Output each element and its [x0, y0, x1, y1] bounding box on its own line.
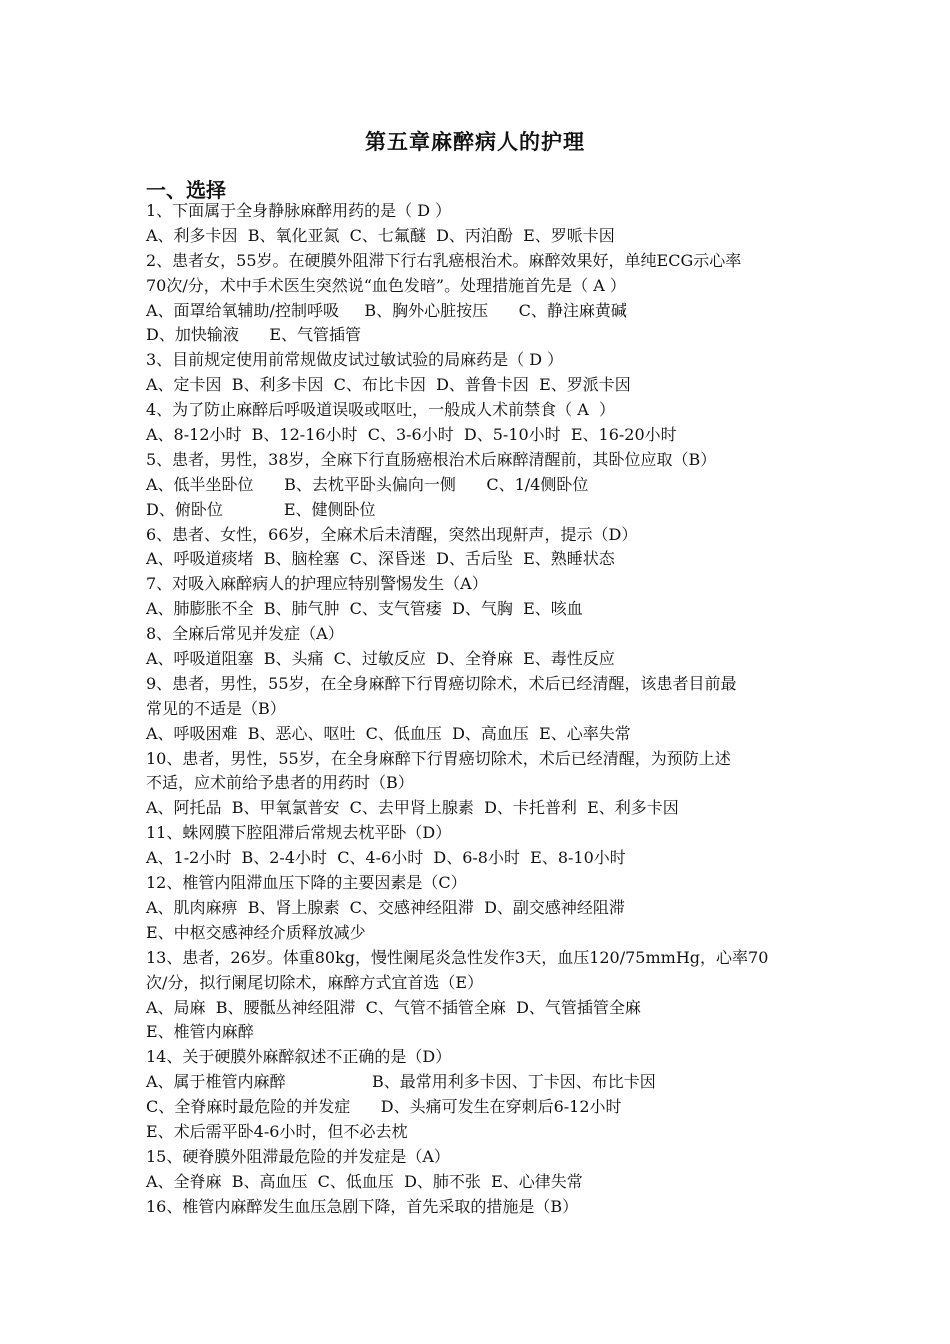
- text-line: A、呼吸困难 B、恶心、呕吐 C、低血压 D、高血压 E、心率失常: [146, 723, 631, 743]
- text-line: 5、患者，男性，38岁，全麻下行直肠癌根治术后麻醉清醒前，其卧位应取（B）: [146, 449, 717, 469]
- text-line: 3、目前规定使用前常规做皮试过敏试验的局麻药是（ D ）: [146, 350, 564, 370]
- text-line: 16、椎管内麻醉发生血压急剧下降，首先采取的措施是（B）: [146, 1196, 579, 1216]
- text-line: E、中枢交感神经介质释放减少: [146, 922, 366, 942]
- text-line: A、1-2小时 B、2-4小时 C、4-6小时 D、6-8小时 E、8-10小时: [146, 848, 626, 868]
- text-line: A、属于椎管内麻醉 B、最常用利多卡因、丁卡因、布比卡因: [146, 1072, 656, 1092]
- text-line: 8、全麻后常见并发症（A）: [146, 624, 344, 644]
- text-line: A、低半坐卧位 B、去枕平卧头偏向一侧 C、1/4侧卧位: [146, 474, 589, 494]
- section-heading: 一、选择: [146, 178, 226, 202]
- text-line: A、面罩给氧辅助/控制呼吸 B、胸外心脏按压 C、静注麻黄碱: [146, 300, 627, 320]
- text-line: A、呼吸道痰堵 B、脑栓塞 C、深昏迷 D、舌后坠 E、熟睡状态: [146, 549, 615, 569]
- text-line: D、加快输液 E、气管插管: [146, 325, 362, 345]
- text-line: C、全脊麻时最危险的并发症 D、头痛可发生在穿刺后6-12小时: [146, 1097, 622, 1117]
- text-line: 70次/分，术中手术医生突然说“血色发暗”。处理措施首先是（ A ）: [146, 275, 626, 295]
- text-line: 13、患者，26岁。体重80kg，慢性阑尾炎急性发作3天，血压120/75mmHg，心率70: [146, 947, 769, 967]
- text-line: A、定卡因 B、利多卡因 C、布比卡因 D、普鲁卡因 E、罗派卡因: [146, 375, 631, 395]
- text-line: 7、对吸入麻醉病人的护理应特别警惕发生（A）: [146, 574, 488, 594]
- text-line: 11、蛛网膜下腔阻滞后常规去枕平卧（D）: [146, 823, 452, 843]
- text-line: 15、硬脊膜外阻滞最危险的并发症是（A）: [146, 1146, 450, 1166]
- text-line: 不适，应术前给予患者的用药时（B）: [146, 773, 414, 793]
- text-line: A、阿托品 B、甲氧氯普安 C、去甲肾上腺素 D、卡托普利 E、利多卡因: [146, 798, 679, 818]
- text-line: 常见的不适是（B）: [146, 698, 286, 718]
- text-line: D、俯卧位 E、健侧卧位: [146, 499, 376, 519]
- text-line: A、肌肉麻痹 B、肾上腺素 C、交感神经阻滞 D、副交感神经阻滞: [146, 897, 625, 917]
- text-line: E、术后需平卧4-6小时，但不必去枕: [146, 1121, 408, 1141]
- text-line: 6、患者、女性，66岁，全麻术后未清醒，突然出现鼾声，提示（D）: [146, 524, 638, 544]
- text-line: A、肺膨胀不全 B、肺气肿 C、支气管痿 D、气胸 E、咳血: [146, 599, 583, 619]
- text-line: A、呼吸道阻塞 B、头痛 C、过敏反应 D、全脊麻 E、毒性反应: [146, 649, 615, 669]
- text-line: 2、患者女，55岁。在硬膜外阻滞下行右乳癌根治术。麻醉效果好，单纯ECG示心率: [146, 250, 742, 270]
- text-line: 次/分，拟行阑尾切除术，麻醉方式宜首选（E）: [146, 972, 484, 992]
- text-line: A、利多卡因 B、氧化亚氮 C、七氟醚 D、丙泊酚 E、罗哌卡因: [146, 225, 615, 245]
- text-line: A、局麻 B、腰骶丛神经阻滞 C、气管不插管全麻 D、气管插管全麻: [146, 997, 641, 1017]
- text-line: 14、关于硬膜外麻醉叙述不正确的是（D）: [146, 1047, 452, 1067]
- text-line: 10、患者，男性，55岁，在全身麻醉下行胃癌切除术，术后已经清醒，为预防上述: [146, 748, 731, 768]
- text-line: E、椎管内麻醉: [146, 1022, 254, 1042]
- chapter-title: 第五章麻醉病人的护理: [365, 130, 585, 154]
- text-line: 9、患者，男性，55岁，在全身麻醉下行胃癌切除术，术后已经清醒，该患者目前最: [146, 673, 737, 693]
- text-line: 1、下面属于全身静脉麻醉用药的是（ D ）: [146, 201, 452, 220]
- text-line: 4、为了防止麻醉后呼吸道误吸或呕吐，一般成人术前禁食（ A ）: [146, 400, 615, 420]
- text-line: A、全脊麻 B、高血压 C、低血压 D、肺不张 E、心律失常: [146, 1171, 583, 1191]
- question-list: [146, 199, 826, 1220]
- text-line: 12、椎管内阻滞血压下降的主要因素是（C）: [146, 873, 467, 893]
- text-line: A、8-12小时 B、12-16小时 C、3-6小时 D、5-10小时 E、16-20小时: [146, 425, 677, 445]
